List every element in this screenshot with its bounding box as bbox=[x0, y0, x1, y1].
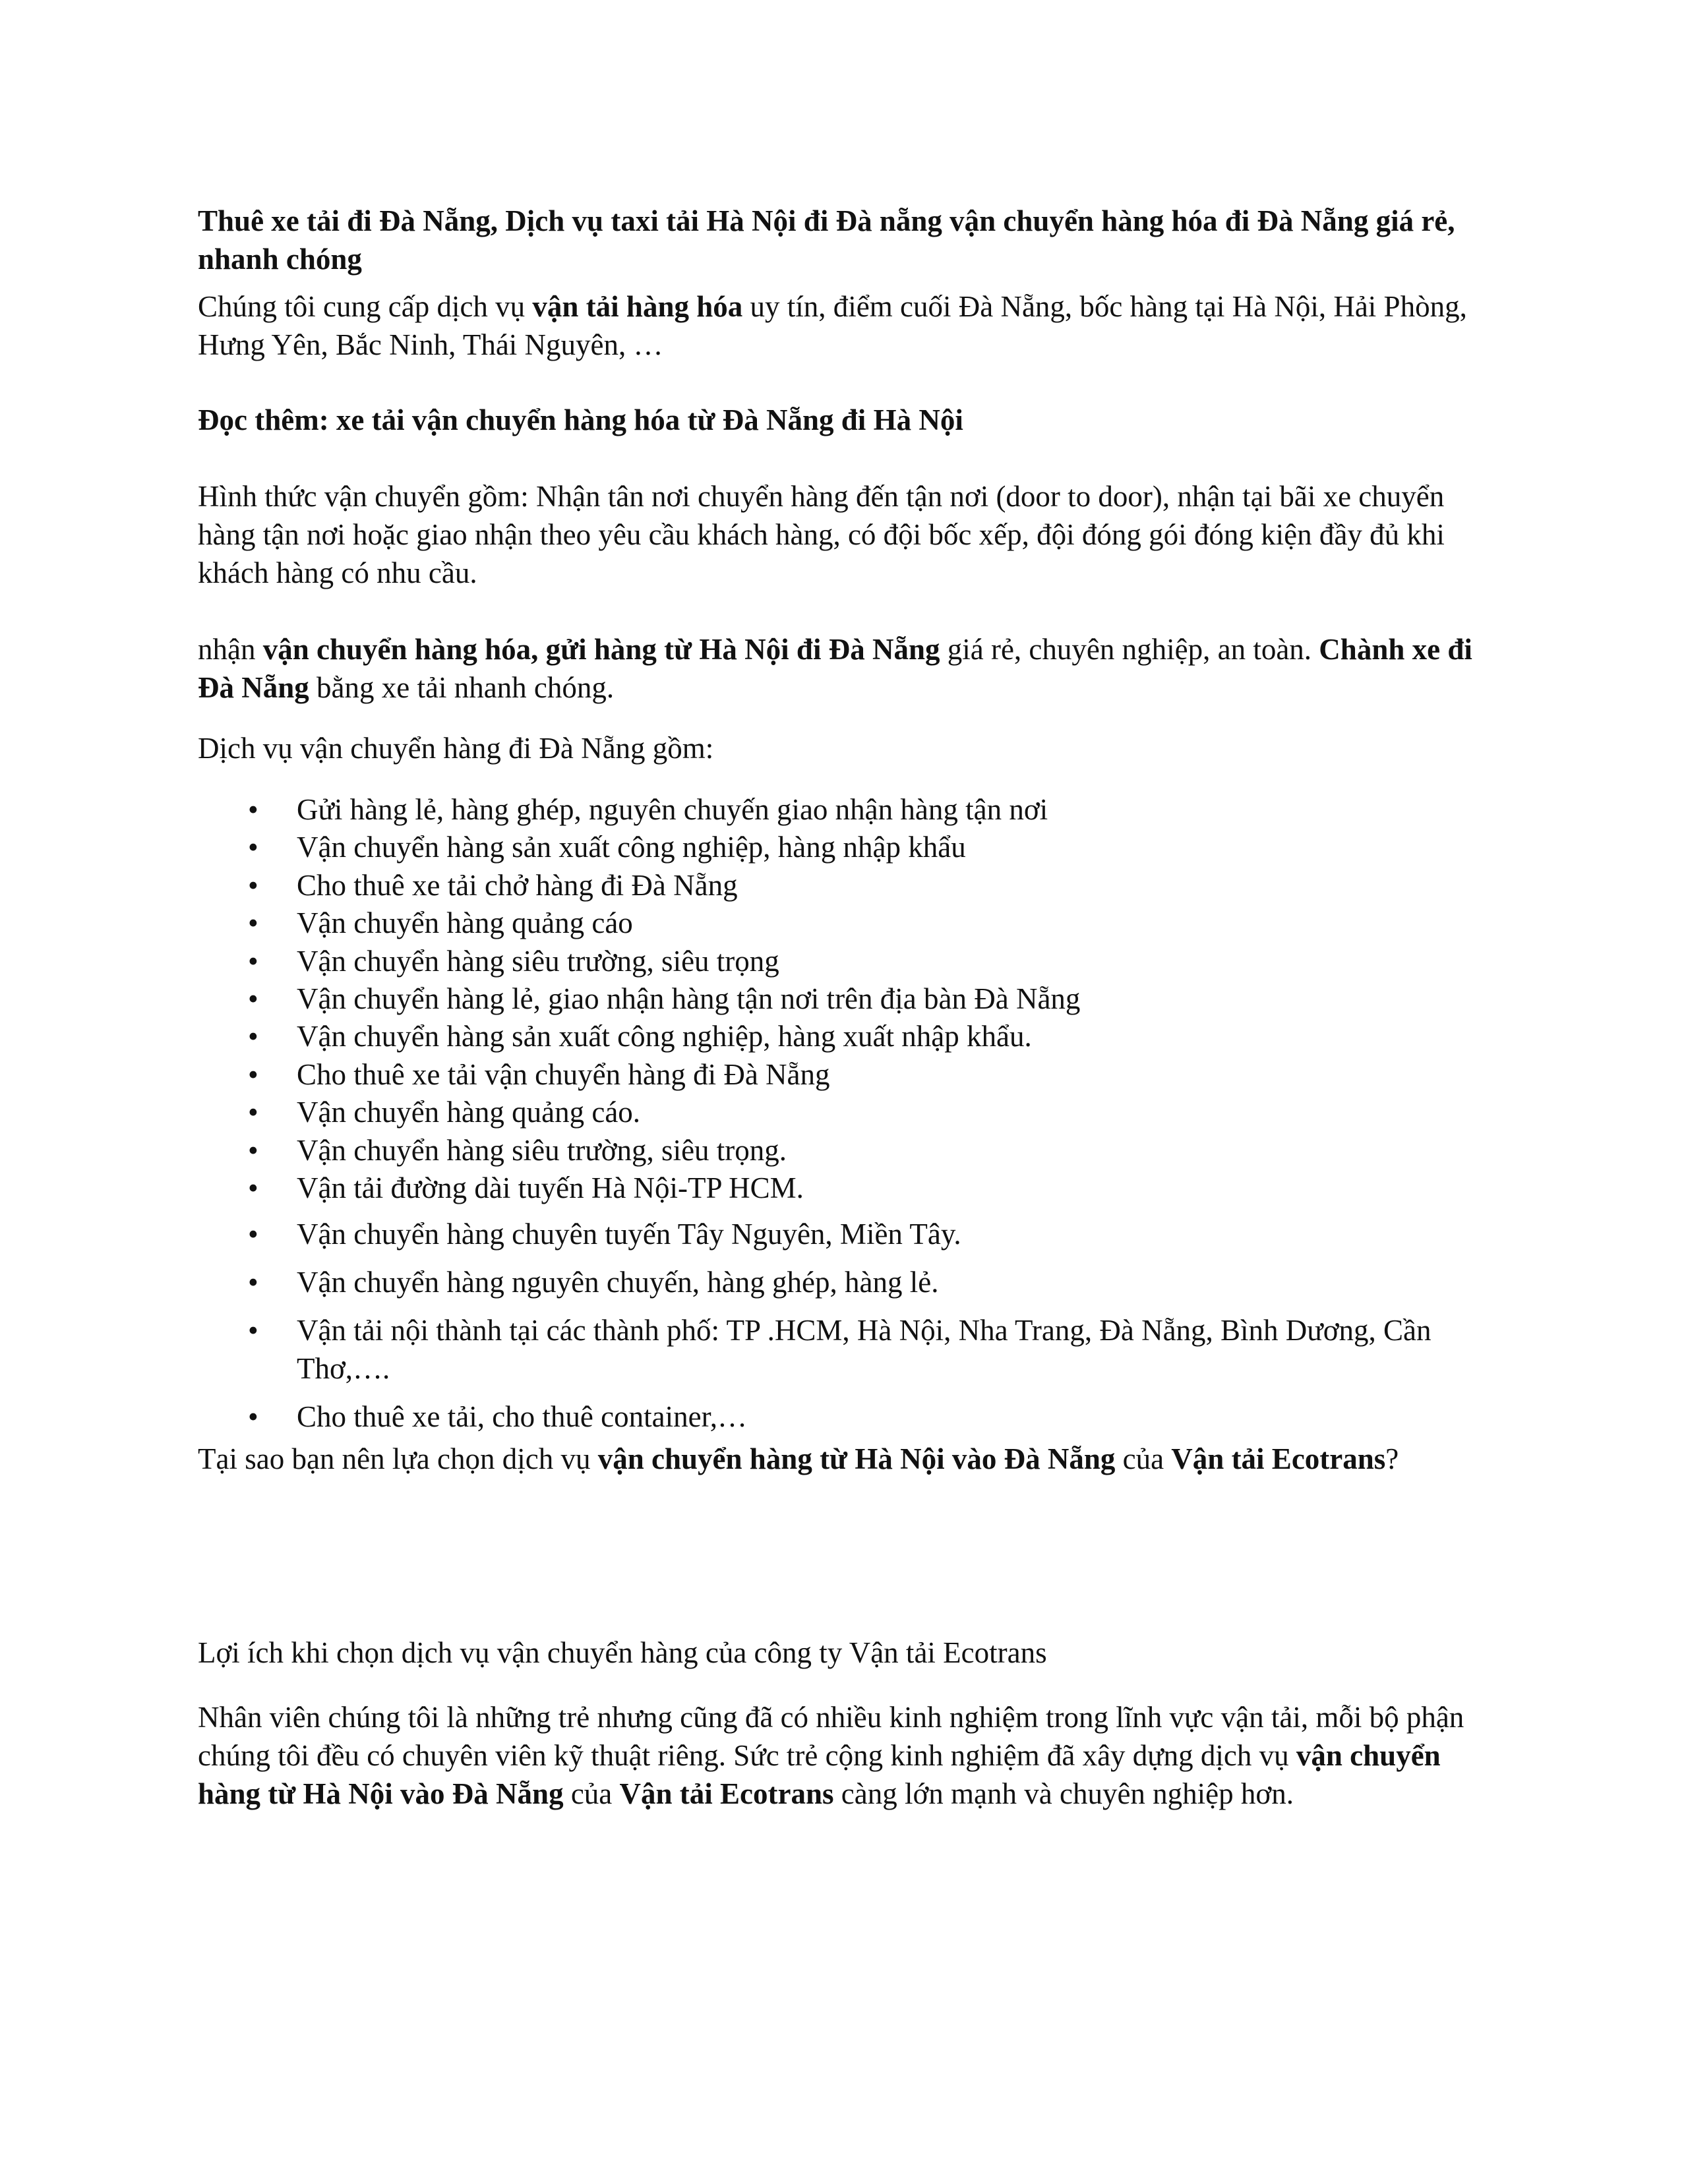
bullet-icon: • bbox=[248, 1314, 258, 1347]
list-item-text: Vận chuyển hàng siêu trường, siêu trọng. bbox=[297, 1133, 787, 1167]
list-item bbox=[198, 980, 1490, 1018]
list-item bbox=[198, 829, 1490, 866]
staff-text-2: của bbox=[563, 1777, 620, 1811]
why-bold-1: vận chuyển hàng từ Hà Nội vào Đà Nẵng bbox=[597, 1442, 1116, 1476]
bullet-icon: • bbox=[248, 1266, 258, 1299]
list-item bbox=[198, 1215, 1490, 1253]
list-item-text: Vận chuyển hàng quảng cáo. bbox=[297, 1096, 641, 1129]
staff-text-1: Nhân viên chúng tôi là những trẻ nhưng cũng đã có nhiều kinh nghiệm trong lĩnh vực vận tải, mỗi bộ phận chúng tôi đều có chuyên viên kỹ thuật riêng. Sức trẻ cộng kinh nghiệm đã xây dựng dịch vụ bbox=[198, 1701, 1464, 1773]
list-item-text: Vận tải nội thành tại các thành phố: TP .HCM, Hà Nội, Nha Trang, Đà Nẵng, Bình Dương, Cần Thơ,…. bbox=[297, 1314, 1432, 1386]
staff-bold-1: vận chuyển hàng từ Hà Nội vào Đà Nẵng bbox=[198, 1739, 1441, 1811]
intro-text-2: uy tín, điểm cuối Đà Nẵng, bốc hàng tại Hà Nội, Hải Phòng, Hưng Yên, Bắc Ninh, Thái Nguyên, … bbox=[198, 290, 1467, 361]
list-item-text: Vận chuyển hàng sản xuất công nghiệp, hàng xuất nhập khẩu. bbox=[297, 1020, 1032, 1053]
bullet-icon: • bbox=[248, 906, 258, 940]
why-bold-2: Vận tải Ecotrans bbox=[1171, 1442, 1386, 1476]
list-item-text: Vận chuyển hàng nguyên chuyến, hàng ghép, hàng lẻ. bbox=[297, 1266, 939, 1299]
staff-paragraph bbox=[198, 1698, 1490, 1813]
why-text-1: Tại sao bạn nên lựa chọn dịch vụ bbox=[198, 1442, 598, 1476]
benefits-heading: Lợi ích khi chọn dịch vụ vận chuyển hàng của công ty Vận tải Ecotrans bbox=[198, 1636, 1047, 1670]
bullet-icon: • bbox=[248, 1020, 258, 1053]
list-item bbox=[198, 1398, 1490, 1436]
list-item-text: Cho thuê xe tải vận chuyển hàng đi Đà Nẵng bbox=[297, 1057, 830, 1091]
why-text-2: của bbox=[1115, 1442, 1172, 1476]
bullet-icon: • bbox=[248, 982, 258, 1016]
receive-text-2: giá rẻ, chuyên nghiệp, an toàn. bbox=[940, 633, 1319, 666]
list-item-text: Vận chuyển hàng lẻ, giao nhận hàng tận nơi trên địa bàn Đà Nẵng bbox=[297, 982, 1081, 1016]
intro-text-1: Chúng tôi cung cấp dịch vụ bbox=[198, 290, 533, 323]
list-item bbox=[198, 791, 1490, 829]
document-title: Thuê xe tải đi Đà Nẵng, Dịch vụ taxi tải Hà Nội đi Đà nẵng vận chuyển hàng hóa đi Đà Nẵng giá rẻ, nhanh chóng bbox=[198, 204, 1455, 276]
list-item-text: Vận chuyển hàng siêu trường, siêu trọng bbox=[297, 944, 779, 978]
list-item bbox=[198, 1056, 1490, 1094]
list-item-text: Cho thuê xe tải chở hàng đi Đà Nẵng bbox=[297, 868, 738, 902]
receive-text-3: bằng xe tải nhanh chóng. bbox=[309, 671, 615, 704]
bullet-icon: • bbox=[248, 868, 258, 902]
receive-bold-1: vận chuyển hàng hóa, gửi hàng từ Hà Nội đi Đà Nẵng bbox=[262, 633, 940, 666]
read-more-heading: Đọc thêm: xe tải vận chuyển hàng hóa từ Đà Nẵng đi Hà Nội bbox=[198, 403, 963, 436]
list-item-text: Cho thuê xe tải, cho thuê container,… bbox=[297, 1400, 747, 1434]
services-intro: Dịch vụ vận chuyển hàng đi Đà Nẵng gồm: bbox=[198, 732, 714, 765]
intro-bold: vận tải hàng hóa bbox=[532, 290, 743, 323]
bullet-icon: • bbox=[248, 1133, 258, 1167]
services-list bbox=[198, 791, 1490, 1207]
bullet-icon: • bbox=[248, 1057, 258, 1091]
document-body bbox=[198, 191, 1490, 1813]
bullet-icon: • bbox=[248, 1400, 258, 1434]
list-item bbox=[198, 1311, 1490, 1388]
list-item-text: Vận chuyển hàng chuyên tuyến Tây Nguyên, Miền Tây. bbox=[297, 1218, 961, 1251]
why-text-3: ? bbox=[1385, 1442, 1399, 1476]
transport-forms-paragraph: Hình thức vận chuyển gồm: Nhận tân nơi chuyển hàng đến tận nơi (door to door), nhận tại bãi xe chuyển hàng tận nơi hoặc giao nhận theo yêu cầu khách hàng, có đội bốc xếp, đội đóng gói đóng kiện đầy đủ khi khách hàng có nhu cầu. bbox=[198, 480, 1445, 589]
staff-text-3: càng lớn mạnh và chuyên nghiệp hơn. bbox=[833, 1777, 1294, 1811]
list-item bbox=[198, 1018, 1490, 1055]
list-item-text: Vận tải đường dài tuyến Hà Nội-TP HCM. bbox=[297, 1171, 804, 1205]
list-item bbox=[198, 1132, 1490, 1169]
list-item bbox=[198, 867, 1490, 904]
receive-text-1: nhận bbox=[198, 633, 263, 666]
list-item bbox=[198, 943, 1490, 980]
bullet-icon: • bbox=[248, 831, 258, 864]
staff-bold-2: Vận tải Ecotrans bbox=[619, 1777, 834, 1811]
list-item-text: Vận chuyển hàng quảng cáo bbox=[297, 906, 633, 940]
receive-bold-2: Chành xe đi Đà Nẵng bbox=[198, 633, 1472, 704]
list-item bbox=[198, 1169, 1490, 1207]
intro-paragraph bbox=[198, 287, 1490, 364]
list-item bbox=[198, 1263, 1490, 1301]
list-item-text: Gửi hàng lẻ, hàng ghép, nguyên chuyến giao nhận hàng tận nơi bbox=[297, 793, 1048, 826]
why-choose-paragraph bbox=[198, 1440, 1490, 1478]
list-item bbox=[198, 1094, 1490, 1131]
list-item-text: Vận chuyển hàng sản xuất công nghiệp, hàng nhập khẩu bbox=[297, 831, 966, 864]
bullet-icon: • bbox=[248, 1171, 258, 1205]
bullet-icon: • bbox=[248, 944, 258, 978]
bullet-icon: • bbox=[248, 1096, 258, 1129]
service-receive-paragraph bbox=[198, 630, 1490, 707]
bullet-icon: • bbox=[248, 793, 258, 826]
bullet-icon: • bbox=[248, 1218, 258, 1251]
services-list-extra bbox=[198, 1215, 1490, 1436]
list-item bbox=[198, 904, 1490, 942]
